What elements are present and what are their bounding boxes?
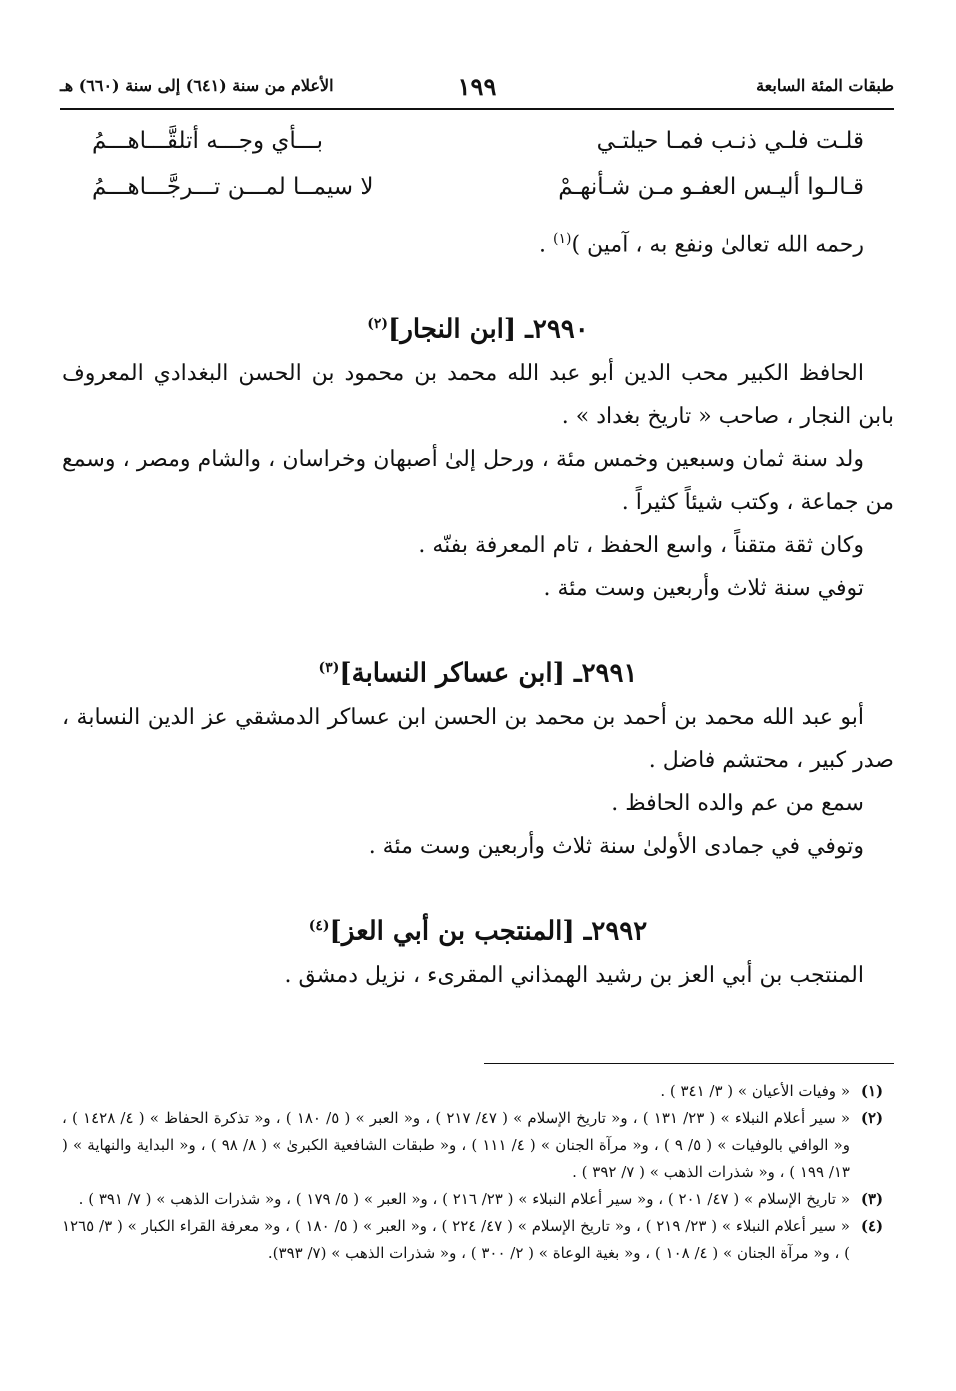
entry-paragraph: توفي سنة ثلاث وأربعين وست مئة . xyxy=(543,576,864,602)
header-chapter-title: طبقات المئة السابعة xyxy=(756,76,894,95)
footnote xyxy=(62,1213,894,1267)
footnote-number: (١) xyxy=(860,1082,884,1100)
intro-closing-line: رحمه الله تعالىٰ ونفع به ، آمين )$^{(١)}$ . xyxy=(539,231,864,258)
header-section-title: الأعلام من سنة (٦٤١) إلى سنة (٦٦٠) هـ xyxy=(60,76,334,95)
entry-paragraph: سمع من عم والده الحافظ . xyxy=(611,791,864,817)
entry-paragraph: أبو عبد الله محمد بن أحمد بن محمد بن الحسن ابن عساكر الدمشقي عز الدين النسابة ، صدر كبير ، محتشم فاضل . xyxy=(62,705,894,774)
footnote-text: « سير أعلام النبلاء » ( ٢٣/ ١٣١ ) ، و« تاريخ الإسلام » ( ٤٧/ ٢١٧ ) ، و« العبر » ( ٥/ ١٨٠ ) ، و« تذكرة الحفاظ » ( ٤/ ١٤٢٨ ) ، و« الوافي بالوفيات » ( ٥/ ٩ ) ، و« مرآة الجنان » ( ٤/ ١١١ ) ، و« طبقات الشافعية الكبرىٰ » ( ٨/ ٩٨ ) ، و« البداية والنهاية » ( ١٣/ ١٩٩ ) ، و« شذرات الذهب » ( ٧/ ٣٩٢ ) . xyxy=(62,1109,851,1181)
footnote-ref: (٤) xyxy=(308,918,330,935)
footnote-number: (٣) xyxy=(860,1190,884,1208)
verse-second-hemistich: لا سيمــا لمـــن تـــرجَّـــاهـــمُ xyxy=(92,174,374,200)
entry-paragraph: ولد سنة ثمان وسبعين وخمس مئة ، ورحل إلىٰ أصبهان وخراسان ، والشام ومصر ، وسمع من جماعة ، وكتب شيئاً كثيراً . xyxy=(62,447,894,516)
verse-second-hemistich: بـــأي وجـــه أتلقَّـــاهـــمُ xyxy=(92,128,324,154)
verse-first-hemistich: قلـت فلـي ذنـب فمـا حيلتـي xyxy=(596,128,864,154)
footnote-divider xyxy=(484,1063,894,1064)
footnotes xyxy=(62,1078,894,1267)
running-header xyxy=(60,72,894,110)
entry-title: ٢٩٩٢ـ [المنتجب بن أبي العز] xyxy=(329,916,648,947)
entry-paragraph: الحافظ الكبير محب الدين أبو عبد الله محمد بن محمود بن الحسن البغدادي المعروف بابن النجار ، صاحب « تاريخ بغداد » . xyxy=(62,361,894,430)
footnote-number: (٢) xyxy=(860,1109,884,1127)
entry-heading xyxy=(62,620,894,696)
footnote-ref: (٢) xyxy=(367,316,389,333)
footnote-text: « وفيات الأعيان » ( ٣/ ٣٤١ ) . xyxy=(660,1082,850,1100)
entry-paragraph: المنتجب بن أبي العز بن رشيد الهمذاني المقرىء ، نزيل دمشق . xyxy=(284,963,864,989)
footnote-ref: (١) xyxy=(553,231,572,247)
footnote-ref: (٣) xyxy=(318,660,340,677)
footnote-text: « تاريخ الإسلام » ( ٤٧/ ٢٠١ ) ، و« سير أعلام النبلاء » ( ٢٣/ ٢١٦ ) ، و« العبر » ( ٥/ ١٧٩ ) ، و« شذرات الذهب » ( ٧/ ٣٩١ ) . xyxy=(78,1190,850,1208)
poem-verse xyxy=(62,166,894,212)
entry-title: ٢٩٩١ـ [ابن عساكر النسابة] xyxy=(339,658,638,689)
poem-verse xyxy=(62,120,894,166)
entry-title: ٢٩٩٠ـ [ابن النجار] xyxy=(388,314,589,345)
footnote-text: « سير أعلام النبلاء » ( ٢٣/ ٢١٩ ) ، و« تاريخ الإسلام » ( ٤٧/ ٢٢٤ ) ، و« العبر » ( ٥/ ١٨٠ ) ، و« معرفة القراء الكبار » ( ٣/ ١٢٦٥ ) ، و« مرآة الجنان » ( ٤/ ١٠٨ ) ، و« بغية الوعاة » ( ٢/ ٣٠٠ ) ، و« شذرات الذهب » (٧/ ٣٩٣). xyxy=(62,1217,850,1262)
footnote xyxy=(62,1105,894,1186)
footnote xyxy=(62,1186,894,1213)
footnote-number: (٤) xyxy=(860,1217,884,1235)
footnote xyxy=(62,1078,894,1105)
entry-paragraph: وتوفي في جمادى الأولىٰ سنة ثلاث وأربعين وست مئة . xyxy=(368,834,864,860)
page-number: ١٩٩ xyxy=(457,72,497,101)
entry-heading xyxy=(62,276,894,352)
entry-heading xyxy=(62,878,894,954)
intro-closing-text: رحمه الله تعالىٰ ونفع به ، آمين ) xyxy=(571,232,864,258)
verse-first-hemistich: قـالـوا أليـس العفـو مـن شـأنهـمْ xyxy=(558,174,864,200)
main-text xyxy=(62,120,894,997)
entry-paragraph: وكان ثقة متقناً ، واسع الحفظ ، تام المعرفة بفنّه . xyxy=(418,533,864,559)
